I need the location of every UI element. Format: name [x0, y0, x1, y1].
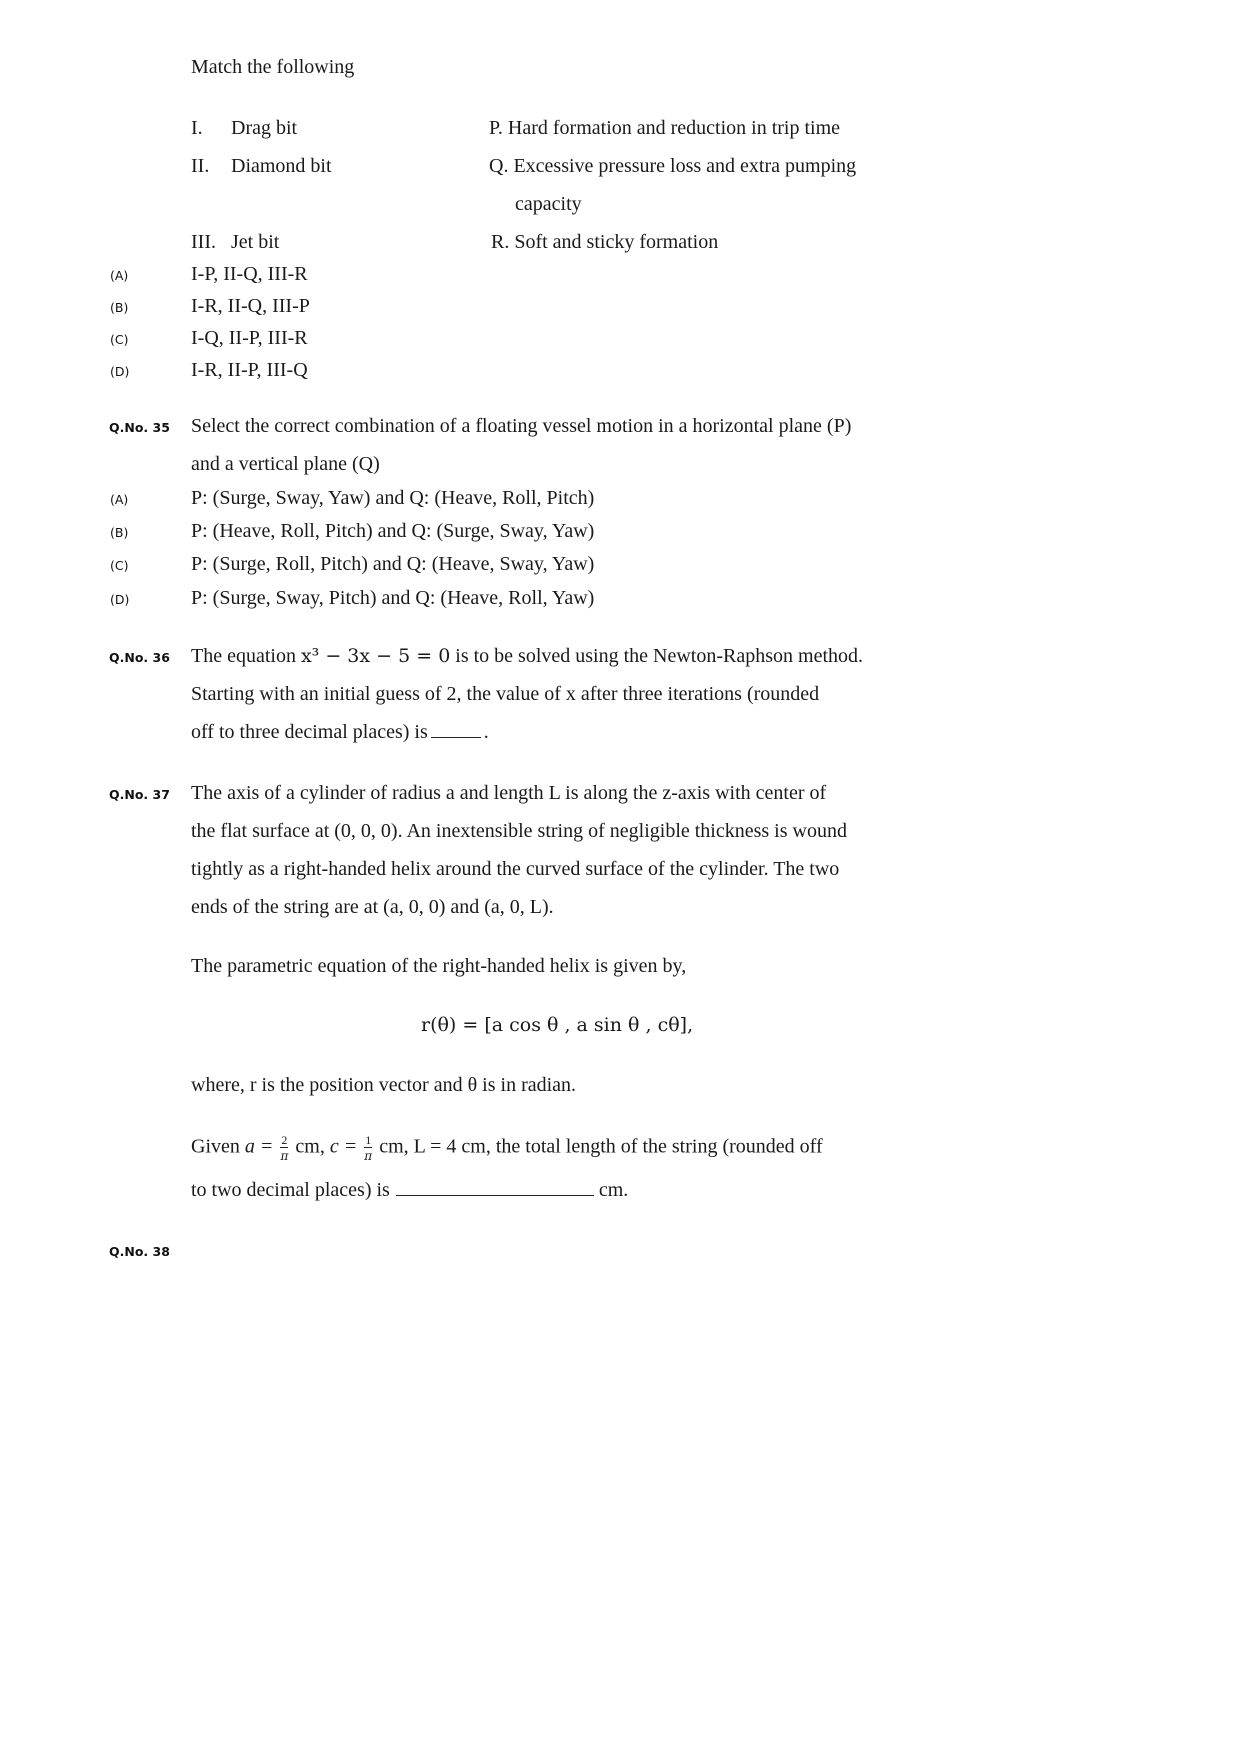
right-item: R. Soft and sticky formation [491, 231, 719, 253]
given-suffix: L = 4 cm, the total length of the string (rounded off [413, 1135, 823, 1158]
equation: x³ − 3x − 5 = 0 [300, 645, 451, 667]
question-number: Q.No. 37 [109, 787, 170, 802]
variable-a: a = [244, 1135, 274, 1158]
match-intro: Match the following [191, 56, 355, 78]
option-text: P: (Surge, Sway, Yaw) and Q: (Heave, Roll, Pitch) [191, 487, 595, 509]
period: . [483, 721, 489, 743]
option-text: I-R, II-P, III-Q [191, 359, 308, 381]
option-text: I-Q, II-P, III-R [191, 327, 308, 349]
option-label: (A) [110, 492, 129, 507]
helix-intro: The parametric equation of the right-handed helix is given by, [191, 955, 687, 977]
answer-blank [396, 1194, 594, 1196]
option-label: (C) [110, 558, 129, 573]
question-text: the flat surface at (0, 0, 0). An inextensible string of negligible thickness is wound [191, 820, 847, 842]
left-item-text: Drag bit [231, 117, 298, 139]
left-item-num: I. [191, 117, 203, 139]
option-label: (A) [110, 268, 129, 283]
answer-unit: cm. [598, 1179, 629, 1201]
question-text-line1 [191, 646, 863, 666]
right-item: Q. Excessive pressure loss and extra pumping [489, 155, 857, 177]
left-item-text: Jet bit [231, 231, 280, 253]
where-text: where, r is the position vector and θ is in radian. [191, 1074, 577, 1096]
helix-equation: r(θ) = [a cos θ , a sin θ , cθ], [421, 1014, 694, 1036]
right-item: P. Hard formation and reduction in trip time [489, 117, 841, 139]
unit-cm: cm, [379, 1135, 409, 1158]
given-line [191, 1134, 823, 1162]
answer-blank [431, 736, 481, 738]
option-label: (D) [110, 592, 130, 607]
question-text: The axis of a cylinder of radius a and length L is along the z-axis with center of [191, 782, 827, 804]
option-label: (B) [110, 300, 129, 315]
fraction-2-over-pi [280, 1134, 288, 1162]
unit-cm: cm, [295, 1135, 325, 1158]
fraction-denominator: π [280, 1149, 289, 1163]
option-label: (C) [110, 332, 129, 347]
option-text: I-R, II-Q, III-P [191, 295, 310, 317]
equation-suffix: is to be solved using the Newton-Raphson method. [455, 645, 864, 667]
question-text: ends of the string are at (a, 0, 0) and (a, 0, L). [191, 896, 554, 918]
question-text: tightly as a right-handed helix around the curved surface of the cylinder. The two [191, 858, 840, 880]
option-text: I-P, II-Q, III-R [191, 263, 308, 285]
right-item-continuation: capacity [515, 193, 582, 215]
question-text-line3 [191, 722, 489, 742]
question-text: off to three decimal places) is [191, 721, 428, 743]
left-item-text: Diamond bit [231, 155, 332, 177]
variable-c: c = [329, 1135, 358, 1158]
option-text: P: (Surge, Sway, Pitch) and Q: (Heave, Roll, Yaw) [191, 587, 595, 609]
equation-prefix: The equation [191, 645, 296, 667]
question-text: Starting with an initial guess of 2, the value of x after three iterations (rounded [191, 683, 820, 705]
option-label: (B) [110, 525, 129, 540]
fraction-numerator: 1 [365, 1133, 372, 1147]
fraction-denominator: π [364, 1149, 373, 1163]
question-number: Q.No. 35 [109, 420, 170, 435]
option-label: (D) [110, 364, 130, 379]
fraction-numerator: 2 [281, 1133, 288, 1147]
option-text: P: (Surge, Roll, Pitch) and Q: (Heave, Sway, Yaw) [191, 553, 595, 575]
option-text: P: (Heave, Roll, Pitch) and Q: (Surge, Sway, Yaw) [191, 520, 595, 542]
left-item-num: II. [191, 155, 210, 177]
answer-line [191, 1180, 628, 1200]
left-item-num: III. [191, 231, 216, 253]
question-text: and a vertical plane (Q) [191, 453, 380, 475]
given-prefix: Given [191, 1135, 240, 1158]
question-number: Q.No. 36 [109, 650, 170, 665]
question-number: Q.No. 38 [109, 1244, 170, 1259]
fraction-1-over-pi [364, 1134, 372, 1162]
question-text: to two decimal places) is [191, 1179, 390, 1201]
question-text: Select the correct combination of a floating vessel motion in a horizontal plane (P) [191, 415, 852, 437]
